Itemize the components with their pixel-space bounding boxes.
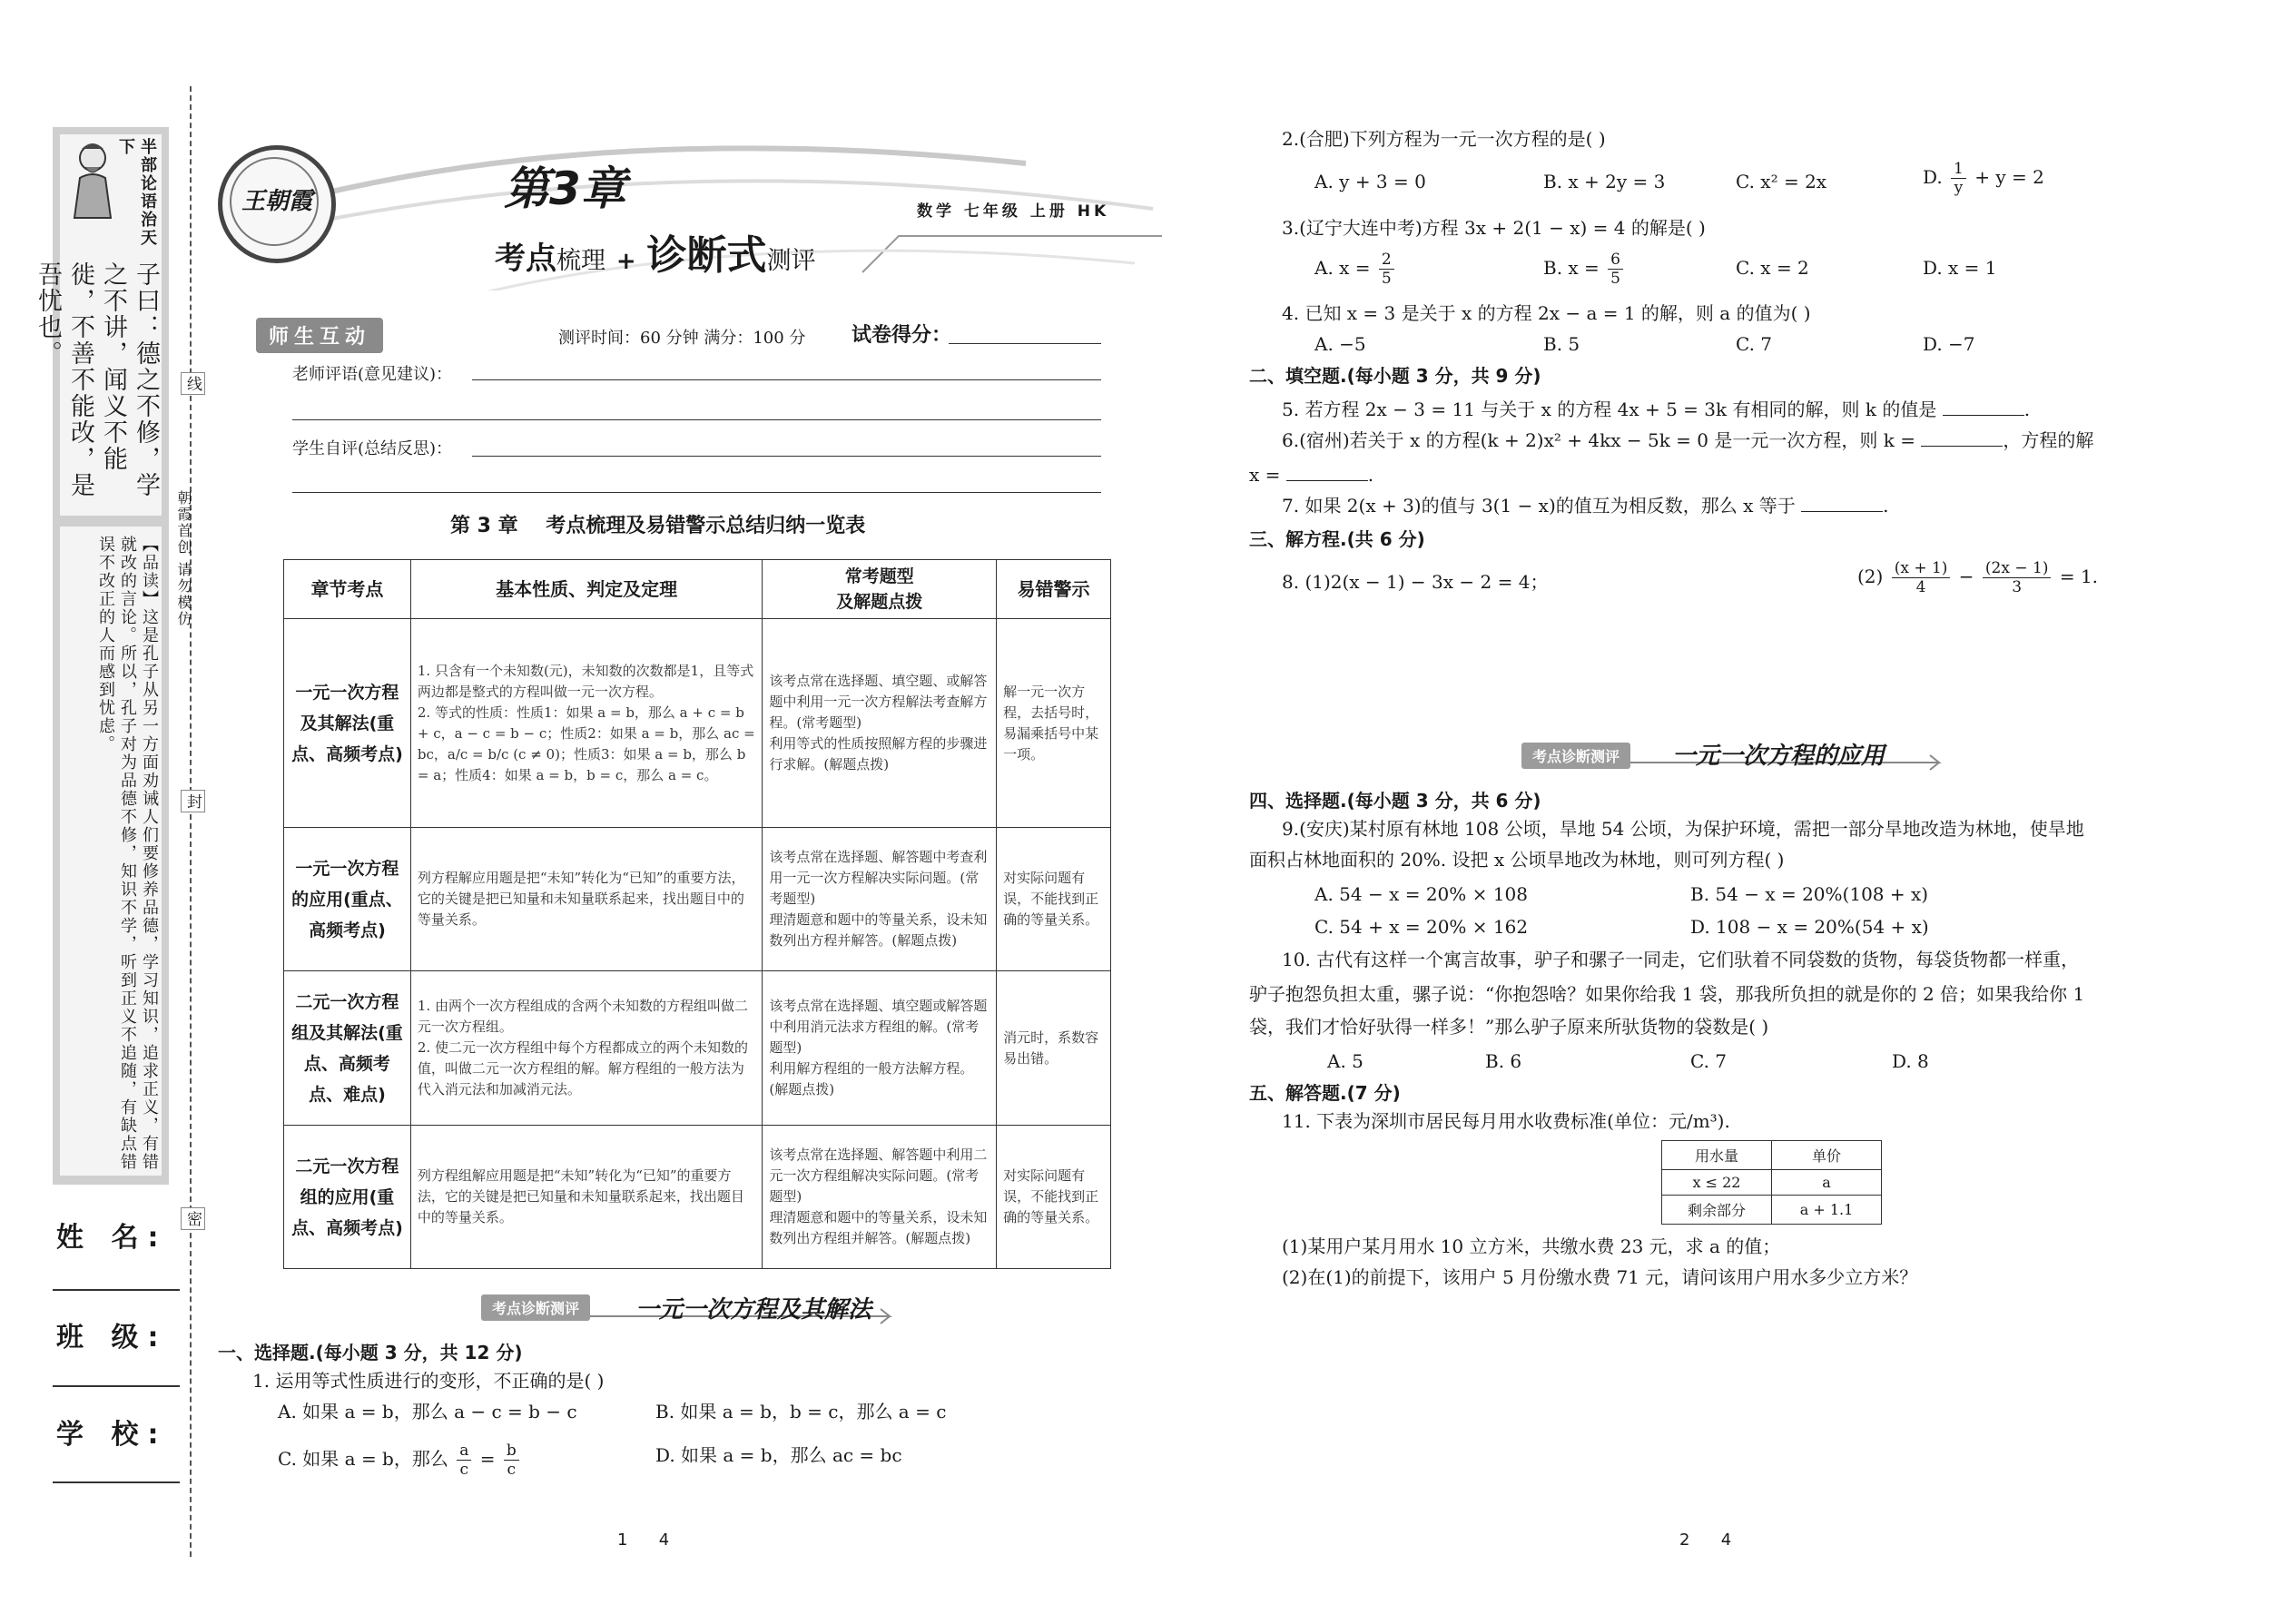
table-row [1662, 1141, 1882, 1170]
banner-tag: 考点诊断测评 [1521, 743, 1630, 769]
basics-cell: 列方程组解应用题是把“未知”转化为“已知”的重要方法，它的关键是把已知量和未知量联系起来，找出题目中的等量关系。 [410, 1126, 763, 1269]
table-row [284, 1126, 1111, 1269]
option-4d: D. −7 [1923, 333, 1975, 355]
option-1c-text: C. 如果 a = b，那么 [278, 1448, 448, 1470]
warning-cell: 对实际问题有误，不能找到正确的等量关系。 [997, 1126, 1111, 1269]
option-3a: A. x = $\frac{2}{5}$ [1314, 251, 1397, 288]
school-field[interactable] [53, 1481, 180, 1483]
question-2-stem: 2.(合肥)下列方程为一元一次方程的是( ) [1282, 128, 1606, 150]
section-heading: 一、选择题.(每小题 3 分，共 12 分) [218, 1342, 523, 1363]
table-row [1662, 1196, 1882, 1225]
fraction: $\frac{6}{5}$ [1608, 251, 1623, 288]
answer-blank[interactable] [1921, 429, 2003, 447]
student-comment-field-2[interactable] [292, 492, 1101, 493]
option-2d: D. $\frac{1}{y}$ + y = 2 [1923, 160, 2044, 197]
page-number-right: 2 4 [1679, 1530, 1732, 1550]
series-label: 数学 七年级 上册 HK [917, 202, 1110, 221]
option-3c: C. x = 2 [1736, 257, 1809, 279]
question-11-part-1: (1)某用户某月用水 10 立方米，共缴水费 23 元，求 a 的值； [1282, 1235, 1781, 1257]
section-heading: 五、解答题.(7 分) [1249, 1082, 1401, 1104]
warning-cell: 消元时，系数容易出错。 [997, 971, 1111, 1126]
class-label: 班 级: [56, 1322, 168, 1353]
brand-logo [218, 145, 336, 263]
option-10d: D. 8 [1892, 1050, 1929, 1072]
option-2a: A. y + 3 = 0 [1314, 171, 1426, 192]
motto-title: 半部论语治天下 [116, 138, 157, 247]
question-10-line-2: 驴子抱怨负担太重，骡子说：“你抱怨啥？如果你给我 1 袋，那我所负担的就是你的 2 倍；如果我给你 1 [1249, 983, 2085, 1005]
table-cell: a [1772, 1170, 1882, 1196]
option-4c: C. 7 [1736, 333, 1773, 355]
section-heading: 三、解方程.(共 6 分) [1249, 528, 1425, 550]
question-11-part-2: (2)在(1)的前提下，该用户 5 月份缴水费 71 元，请问该用户用水多少立方米？ [1282, 1266, 1918, 1288]
option-4b: B. 5 [1543, 333, 1580, 355]
score-field[interactable] [949, 343, 1101, 344]
table-cell: x ≤ 22 [1662, 1170, 1772, 1196]
question-8-part-1: 8. (1)2(x − 1) − 3x − 2 = 4； [1282, 571, 1549, 593]
option-10a: A. 5 [1327, 1050, 1364, 1072]
types-cell: 该考点常在选择题、解答题中考查利用一元一次方程解决实际问题。(常考题型) 理清题意和题中的等量关系，设未知数列出方程并解答。(解题点拨) [763, 828, 997, 971]
answer-blank[interactable] [1286, 464, 1368, 481]
student-comment-label: 学生自评(总结反思)： [292, 439, 453, 458]
table-row [284, 828, 1111, 971]
topic-cell: 一元一次方程及其解法(重点、高频考点) [284, 619, 411, 828]
test-meta: 测评时间：60 分钟 满分：100 分 [558, 329, 806, 348]
confucius-figure-icon [65, 138, 120, 220]
option-2b: B. x + 2y = 3 [1543, 171, 1666, 192]
option-2c: C. x² = 2x [1736, 171, 1827, 192]
sidebar-panel [34, 127, 169, 1185]
interaction-badge: 师生互动 [256, 318, 383, 353]
school-label: 学 校: [56, 1419, 168, 1451]
types-cell: 该考点常在选择题、解答题中利用二元一次方程组解决实际问题。(常考题型) 理清题意和题中的等量关系，设未知数列出方程组并解答。(解题点拨) [763, 1126, 997, 1269]
option-9d: D. 108 − x = 20%(54 + x) [1690, 916, 1929, 938]
answer-blank[interactable] [1801, 495, 1883, 512]
warning-cell: 解一元一次方程，去括号时，易漏乘括号中某一项。 [997, 619, 1111, 828]
cut-label-secret: 密 [181, 1207, 205, 1230]
page-number-left: 1 4 [617, 1530, 670, 1550]
confucius-quote: 子曰：德之不修，学之不讲，闻义不能徙，不善不能改，是吾忧也。 [34, 261, 160, 498]
table-row [1662, 1170, 1882, 1196]
question-10-line-3: 袋，我们才恰好驮得一样多！”那么驴子原来所驮货物的袋数是( ) [1249, 1016, 1769, 1038]
option-3d: D. x = 1 [1923, 257, 1997, 279]
table-cell: 剩余部分 [1662, 1196, 1772, 1225]
table-header: 章节考点 [284, 560, 411, 619]
score-label: 试卷得分： [852, 324, 952, 347]
cut-line [190, 86, 192, 1557]
question-11-stem: 11. 下表为深圳市居民每月用水收费标准(单位：元/m³). [1282, 1110, 1730, 1132]
fraction: $\frac{1}{y}$ [1951, 160, 1966, 197]
question-7: 7. 如果 2(x + 3)的值与 3(1 − x)的值互为相反数，那么 x 等于 . [1282, 495, 1889, 517]
table-header-row [284, 560, 1111, 619]
cut-label-line: 线 [181, 372, 205, 395]
quote-box [34, 134, 162, 516]
table-header: 基本性质、判定及定理 [410, 560, 763, 619]
copyright-note: 朝霞首创 请勿模仿 [175, 490, 192, 628]
basics-cell: 1. 只含有一个未知数(元)，未知数的次数都是1，且等式两边都是整式的方程叫做一元一次方程。 2. 等式的性质：性质1：如果 a = b，那么 a + c = b + c，a − c = b − c；性质2：如果 a = b，那么 ac = bc，a/c = b/c (c ≠ 0)；性质3：如果 a = b，那么 b = a；性质4：如果 a = b，b = c，那么 a = c。 [410, 619, 763, 828]
types-cell: 该考点常在选择题、填空题或解答题中利用消元法求方程组的解。(常考题型) 利用解方程组的一般方法解方程。(解题点拨) [763, 971, 997, 1126]
name-field[interactable] [53, 1289, 180, 1291]
option-1d: D. 如果 a = b，那么 ac = bc [655, 1444, 902, 1466]
fraction: $\frac{b}{c}$ [504, 1442, 519, 1479]
reading-box [60, 527, 162, 1176]
banner-title: 一元一次方程的应用 [1672, 743, 1885, 770]
banner-tag: 考点诊断测评 [481, 1294, 590, 1321]
cut-label-seal: 封 [181, 790, 205, 812]
page-subtitle [495, 222, 815, 281]
option-9c: C. 54 + x = 20% × 162 [1314, 916, 1529, 938]
student-comment-field[interactable] [472, 456, 1101, 457]
option-4a: A. −5 [1314, 333, 1366, 355]
banner-title: 一元一次方程及其解法 [635, 1296, 872, 1324]
section-heading: 四、选择题.(每小题 3 分，共 6 分) [1249, 790, 1541, 812]
topic-cell: 二元一次方程组的应用(重点、高频考点) [284, 1126, 411, 1269]
subtitle-plus: + [615, 248, 636, 275]
fraction: $\frac{(2x - 1)}{3}$ [1983, 559, 2052, 596]
subtitle-part-c: 诊断式 [646, 232, 767, 279]
subtitle-part-a: 考点 [495, 241, 556, 277]
option-9b: B. 54 − x = 20%(108 + x) [1690, 883, 1929, 905]
question-1-stem: 1. 运用等式性质进行的变形，不正确的是( ) [252, 1370, 605, 1392]
fraction: $\frac{a}{c}$ [457, 1442, 471, 1479]
section-heading: 二、填空题.(每小题 3 分，共 9 分) [1249, 365, 1541, 387]
option-10b: B. 6 [1485, 1050, 1522, 1072]
teacher-comment-label: 老师评语(意见建议)： [292, 365, 453, 384]
table-cell: 单价 [1772, 1141, 1882, 1170]
chapter-title: 第3章 [504, 162, 626, 215]
option-10c: C. 7 [1690, 1050, 1728, 1072]
basics-cell: 列方程解应用题是把“未知”转化为“已知”的重要方法，它的关键是把已知量和未知量联系起来，找出题目中的等量关系。 [410, 828, 763, 971]
table-header: 常考题型 及解题点拨 [763, 560, 997, 619]
option-1c: C. 如果 a = b，那么 $\frac{a}{c}$ = $\frac{b}{c}$ [278, 1442, 522, 1479]
name-label: 姓 名: [56, 1222, 168, 1254]
question-6: 6.(宿州)若关于 x 的方程(k + 2)x² + 4kx − 5k = 0 是一元一次方程，则 k = ，方程的解 [1282, 429, 2094, 451]
subtitle-part-d: 测评 [766, 247, 816, 275]
fraction: $\frac{(x + 1)}{4}$ [1892, 559, 1951, 596]
summary-title: 第 3 章 考点梳理及易错警示总结归纳一览表 [450, 515, 866, 537]
option-9a: A. 54 − x = 20% × 108 [1314, 883, 1528, 905]
question-10-line-1: 10. 古代有这样一个寓言故事，驴子和骡子一同走，它们驮着不同袋数的货物，每袋货物都一样重， [1282, 949, 2080, 970]
reading-note: 【品读】这是孔子从另一方面劝诫人们要修养品德，学习知识，追求正义，有错就改的言论。所以，孔子对为品德不修，知识不学，听到正义不追随，有缺点错误不改正的人而感到忧虑。 [96, 536, 159, 1171]
table-cell: a + 1.1 [1772, 1196, 1882, 1225]
question-5: 5. 若方程 2x − 3 = 11 与关于 x 的方程 4x + 5 = 3k 有相同的解，则 k 的值是 . [1282, 399, 2031, 420]
subtitle-part-b: 梳理 [556, 247, 605, 275]
class-field[interactable] [53, 1385, 180, 1387]
types-cell: 该考点常在选择题、填空题、或解答题中利用一元一次方程解法考查解方程。(常考题型) 利用等式的性质按照解方程的步骤进行求解。(解题点拨) [763, 619, 997, 828]
answer-blank[interactable] [1943, 399, 2024, 416]
table-row [284, 619, 1111, 828]
logo-text: 王朝霞 [241, 188, 312, 215]
table-header: 易错警示 [997, 560, 1111, 619]
basics-cell: 1. 由两个一次方程组成的含两个未知数的方程组叫做二元一次方程组。 2. 使二元一次方程组中每个方程都成立的两个未知数的值，叫做二元一次方程组的解。解方程组的一般方法为代入消元法和加减消元法。 [410, 971, 763, 1126]
topic-cell: 二元一次方程组及其解法(重点、高频考点、难点) [284, 971, 411, 1126]
option-3b: B. x = $\frac{6}{5}$ [1543, 251, 1626, 288]
option-1a: A. 如果 a = b，那么 a − c = b − c [278, 1401, 577, 1422]
question-8-part-2: (2) $\frac{(x + 1)}{4}$ − $\frac{(2x - 1)}{3}$ = 1. [1857, 559, 2099, 596]
option-1b: B. 如果 a = b，b = c，那么 a = c [655, 1401, 947, 1422]
teacher-comment-field-2[interactable] [292, 419, 1101, 420]
topic-cell: 一元一次方程的应用(重点、高频考点) [284, 828, 411, 971]
question-4-stem: 4. 已知 x = 3 是关于 x 的方程 2x − a = 1 的解，则 a 的值为( ) [1282, 302, 1811, 324]
summary-table [283, 559, 1111, 1269]
question-3-stem: 3.(辽宁大连中考)方程 3x + 2(1 − x) = 4 的解是( ) [1282, 217, 1706, 239]
question-9-line-2: 面积占林地面积的 20%. 设把 x 公顷旱地改为林地，则可列方程( ) [1249, 849, 1785, 871]
teacher-comment-field[interactable] [472, 379, 1101, 380]
warning-cell: 对实际问题有误，不能找到正确的等量关系。 [997, 828, 1111, 971]
water-price-table [1661, 1140, 1882, 1225]
fraction: $\frac{2}{5}$ [1379, 251, 1394, 288]
table-row [284, 971, 1111, 1126]
question-9-line-1: 9.(安庆)某村原有林地 108 公顷，旱地 54 公顷，为保护环境，需把一部分旱地改造为林地，使旱地 [1282, 818, 2084, 840]
table-cell: 用水量 [1662, 1141, 1772, 1170]
question-6-line2: x = . [1249, 464, 1374, 486]
